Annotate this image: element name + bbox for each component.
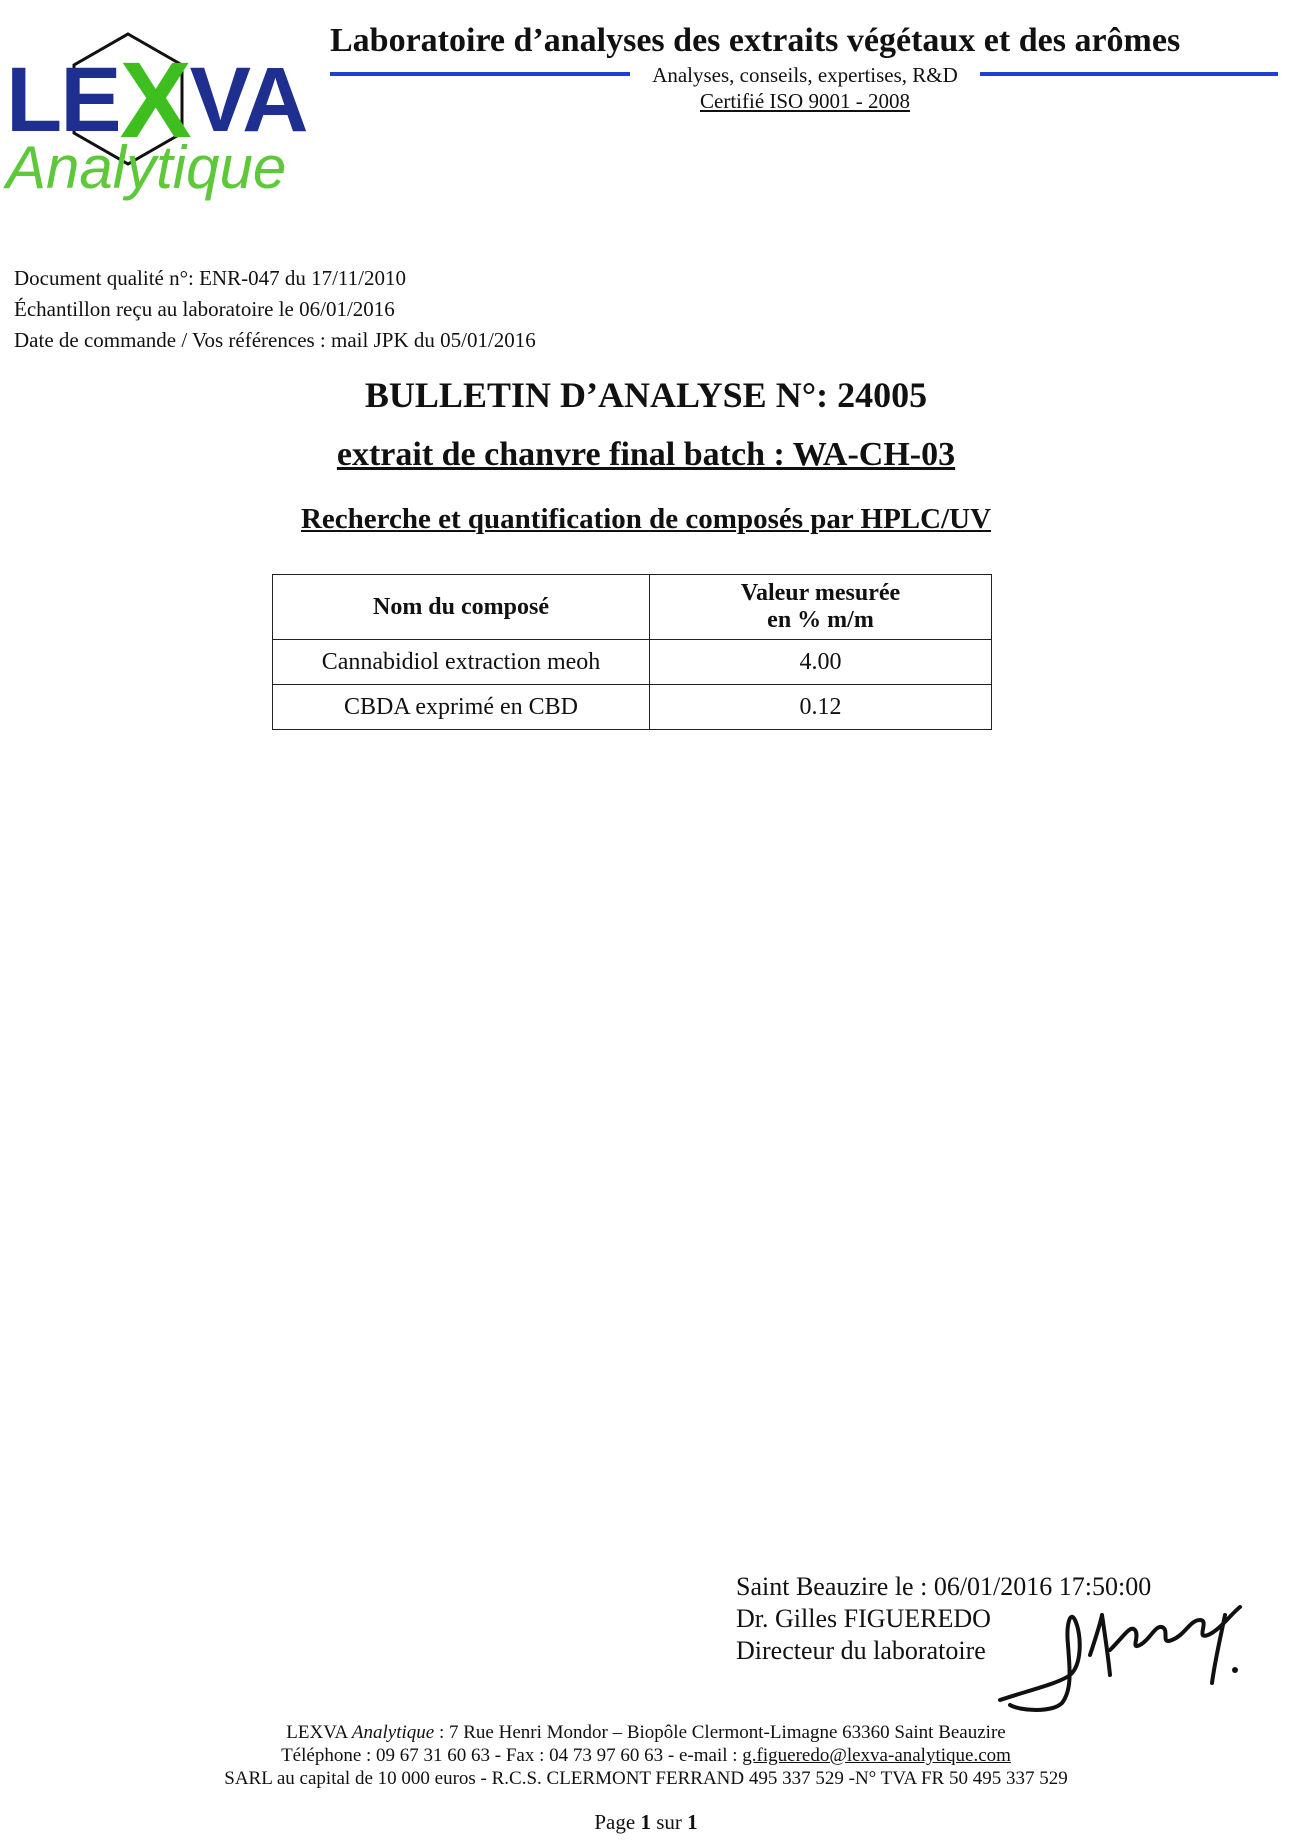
order-reference: Date de commande / Vos références : mail JPK du 05/01/2016 [14, 328, 536, 352]
lab-certification: Certifié ISO 9001 - 2008 [700, 89, 910, 113]
signatory-role: Directeur du laboratoire [736, 1636, 986, 1665]
logo-wordmark [6, 39, 307, 160]
header-rule-right [980, 72, 1278, 76]
logo-wordmark-left: LE [6, 49, 120, 151]
header-compound: Nom du composé [273, 575, 650, 640]
table-row [273, 685, 992, 730]
bulletin-title: BULLETIN D’ANALYSE N°: 24005 [364, 375, 928, 415]
row-compound: CBDA exprimé en CBD [273, 685, 650, 730]
header-value-line1: Valeur mesurée [740, 580, 901, 606]
row-value: 0.12 [650, 685, 992, 730]
footer-email-link[interactable]: g.figueredo@lexva-analytique.com [742, 1745, 1011, 1766]
header-value-line2: en % m/m [767, 607, 874, 633]
handwritten-signature [990, 1595, 1260, 1715]
footer-address [0, 1722, 1292, 1744]
footer-brand-italic: Analytique [351, 1722, 435, 1743]
quality-document-ref: Document qualité n°: ENR-047 du 17/11/2010 [14, 266, 406, 290]
table-header-row [273, 575, 992, 640]
sample-received-date: Échantillon reçu au laboratoire le 06/01/2016 [14, 297, 395, 321]
table-row [273, 640, 992, 685]
signature-place-date: Saint Beauzire le : 06/01/2016 17:50:00 [736, 1572, 1152, 1601]
footer-brand: LEXVA [286, 1722, 352, 1743]
logo-wordmark-x: X [119, 39, 190, 160]
page-current: 1 [640, 1810, 651, 1834]
footer-legal: SARL au capital de 10 000 euros - R.C.S. CLERMONT FERRAND 495 337 529 -N° TVA FR 50 495 337 529 [224, 1768, 1068, 1789]
page-prefix: Page [594, 1810, 641, 1834]
logo-tagline: Analytique [6, 134, 287, 201]
header-rule-left [330, 72, 630, 76]
row-value: 4.00 [650, 640, 992, 685]
signatory-name: Dr. Gilles FIGUEREDO [736, 1604, 991, 1633]
footer-address-text: : 7 Rue Henri Mondor – Biopôle Clermont-Limagne 63360 Saint Beauzire [434, 1722, 1006, 1743]
page-total: 1 [687, 1810, 698, 1834]
header-value [650, 575, 992, 640]
product-title: extrait de chanvre final batch : WA-CH-03 [336, 436, 956, 473]
logo-wordmark-right: VA [189, 49, 307, 151]
lab-subtitle: Analyses, conseils, expertises, R&D [652, 63, 958, 87]
row-compound: Cannabidiol extraction meoh [273, 640, 650, 685]
page-number [0, 1810, 1292, 1835]
footer-contact [0, 1745, 1292, 1767]
lab-title: Laboratoire d’analyses des extraits végétaux et des arômes [330, 22, 1181, 59]
page-mid: sur [650, 1810, 688, 1834]
results-table [272, 574, 992, 730]
method-title: Recherche et quantification de composés par HPLC/UV [300, 503, 992, 535]
footer-phone: Téléphone : 09 67 31 60 63 - Fax : 04 73 97 60 63 - e-mail : [281, 1745, 743, 1766]
